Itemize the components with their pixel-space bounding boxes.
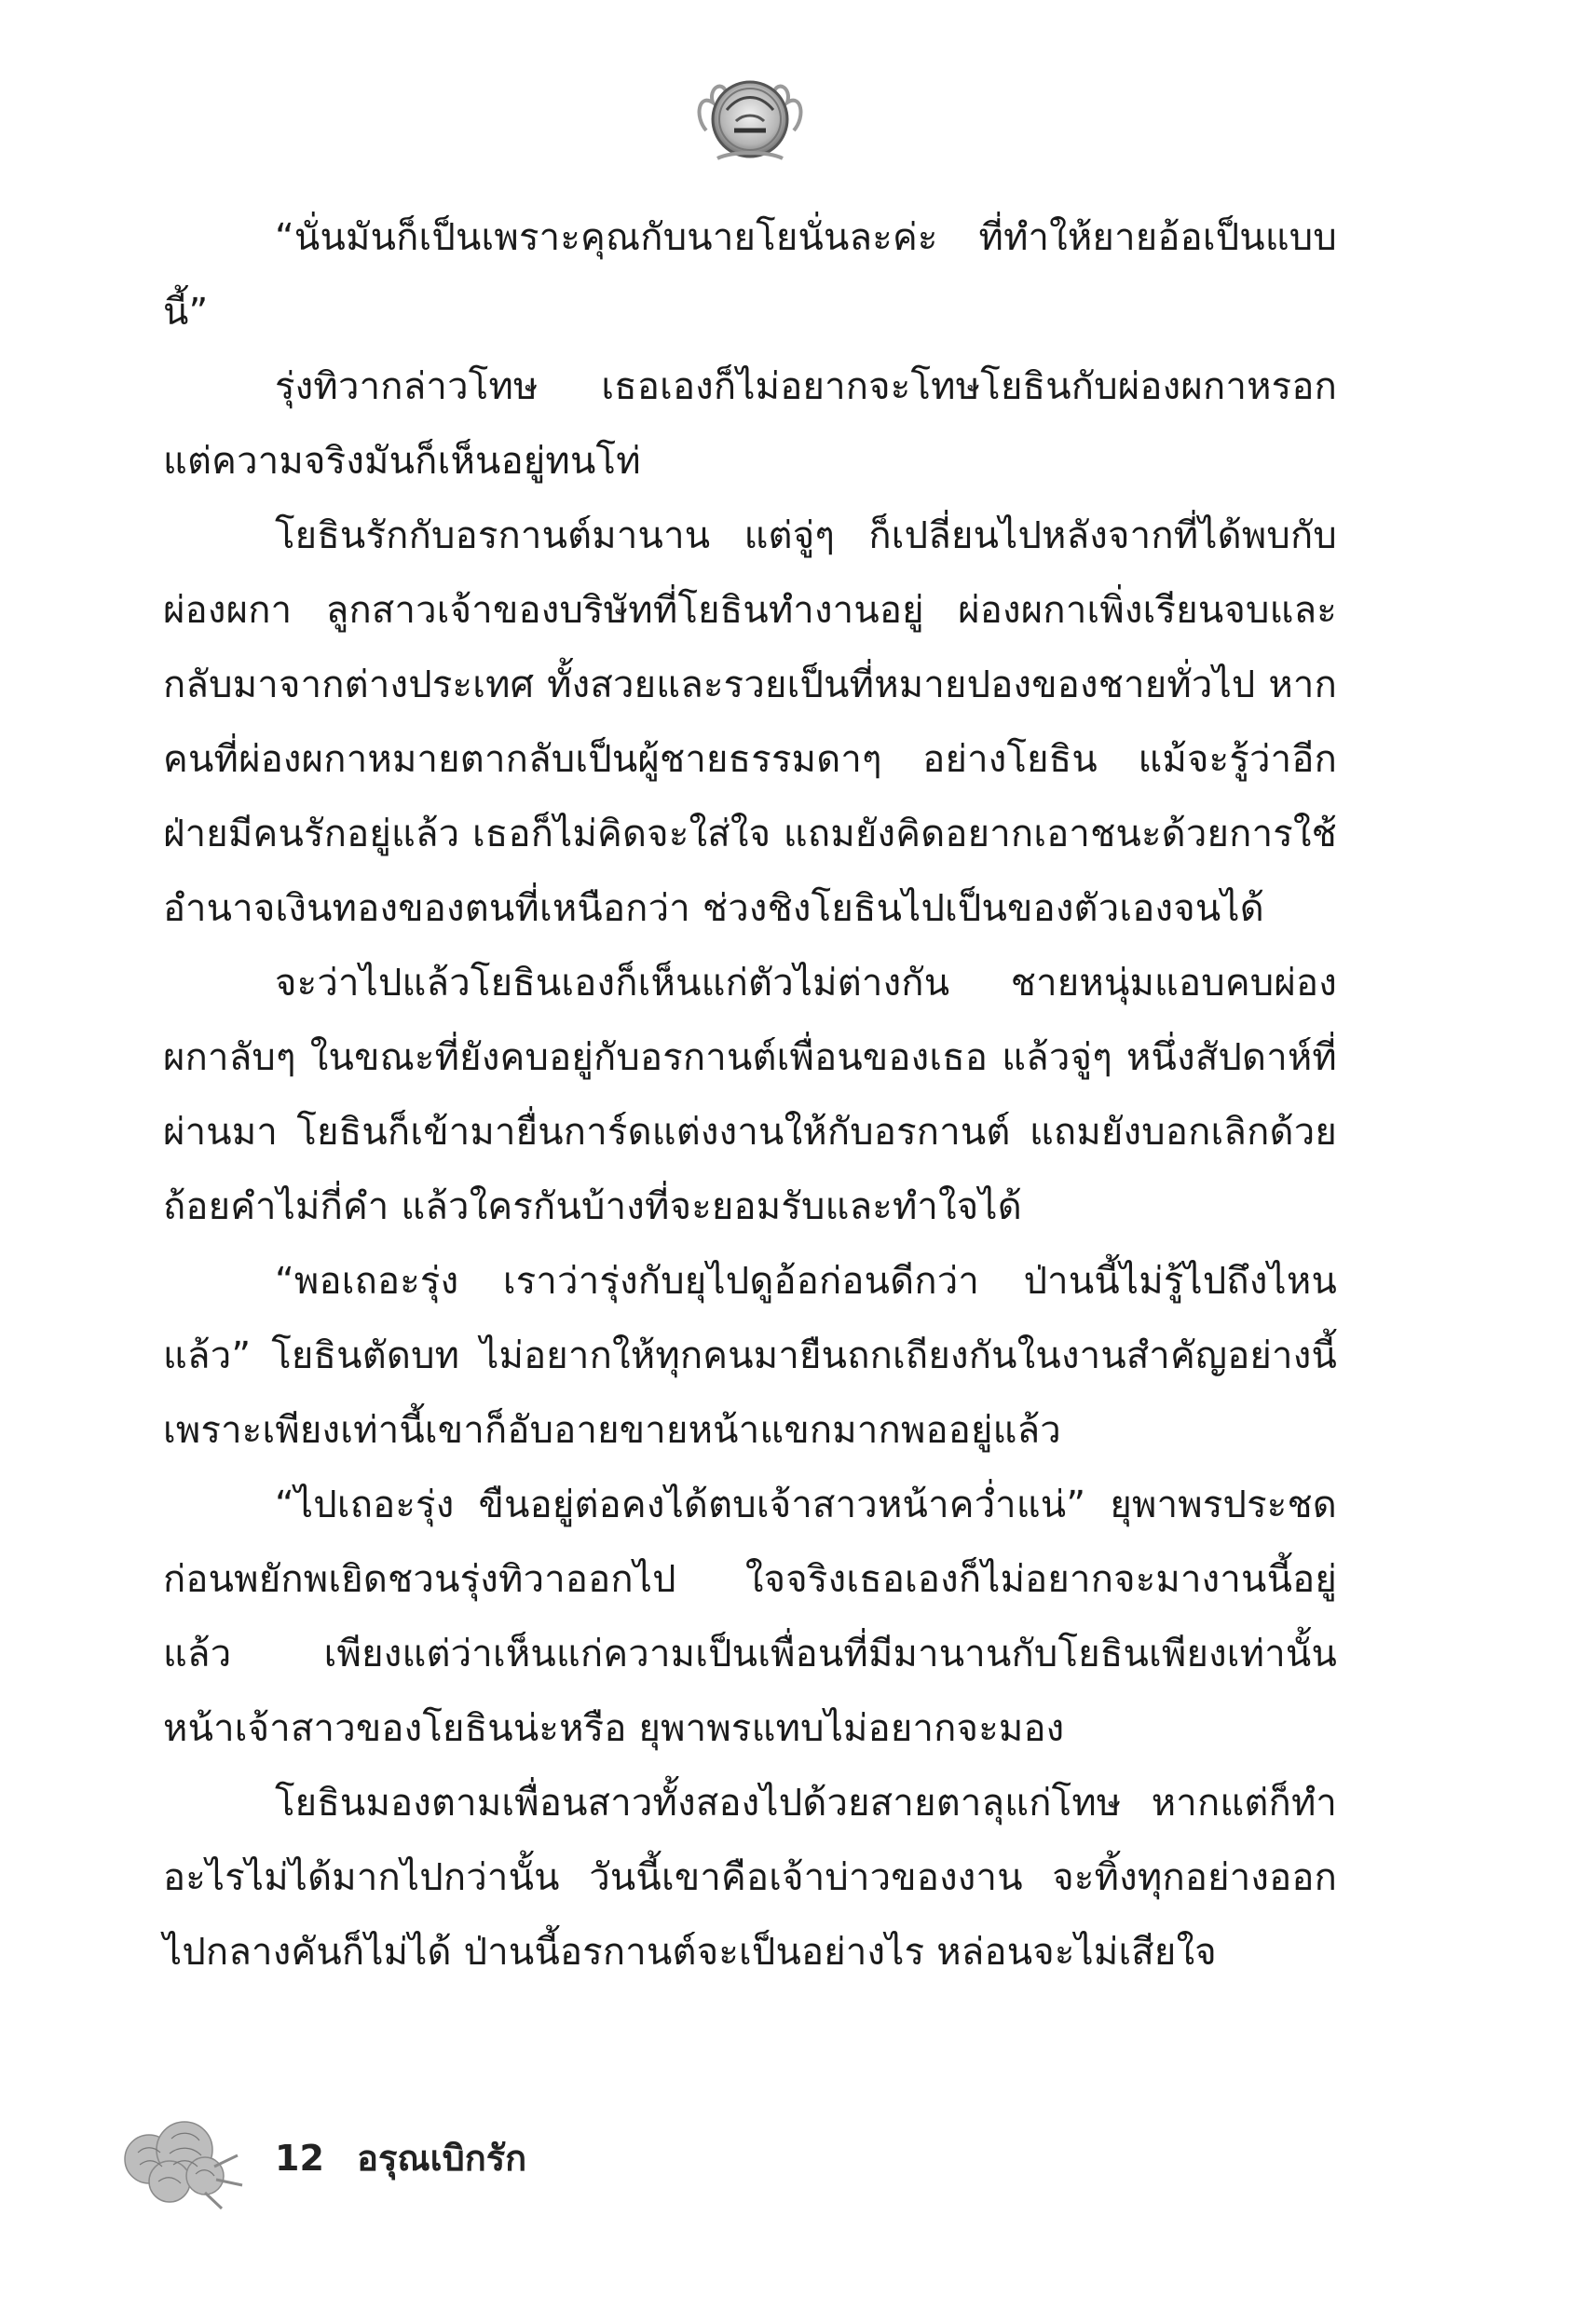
paragraph: รุ่งทิวากล่าวโทษ เธอเองก็ไม่อยากจะโทษโยธินกับผ่องผกาหรอก แต่ความจริงมันก็เห็นอยู่ทนโท่ bbox=[163, 365, 1337, 483]
page-footer bbox=[112, 2101, 671, 2213]
book-title: อรุณเบิกรัก bbox=[357, 2138, 527, 2179]
paragraph: “พอเถอะรุ่ง เราว่ารุ่งกับยุไปดูอ้อก่อนดีกว่า ป่านนี้ไม่รู้ไปถึงไหนแล้ว” โยธินตัดบท ไม่อยากให้ทุกคนมายืนถกเถียงกันในงานสำคัญอย่างนี้ เพราะเพียงเท่านี้เขาก็อับอายขายหน้าแขกมากพออยู่แล้ว bbox=[163, 1260, 1337, 1452]
paragraph: โยธินรักกับอรกานต์มานาน แต่จู่ๆ ก็เปลี่ยนไปหลังจากที่ได้พบกับผ่องผกา ลูกสาวเจ้าของบริษัทที่โยธินทำงานอยู่ ผ่องผกาเพิ่งเรียนจบและกลับมาจากต่างประเทศ ทั้งสวยและรวยเป็นที่หมายปองของชายทั่วไป หากคนที่ผ่องผกาหมายตากลับเป็นผู้ชายธรรมดาๆ อย่างโยธิน แม้จะรู้ว่าอีกฝ่ายมีคนรักอยู่แล้ว เธอก็ไม่คิดจะใส่ใจ แถมยังคิดอยากเอาชนะด้วยการใช้อำนาจเงินทองของตนที่เหนือกว่า ช่วงชิงโยธินไปเป็นของตัวเองจนได้ bbox=[163, 514, 1337, 930]
paragraph: โยธินมองตามเพื่อนสาวทั้งสองไปด้วยสายตาลุแก่โทษ หากแต่ก็ทำอะไรไม่ได้มากไปกว่านั้น วันนี้เขาคือเจ้าบ่าวของงาน จะทิ้งทุกอย่างออกไปกลางคันก็ไม่ได้ ป่านนี้อรกานต์จะเป็นอย่างไร หล่อนจะไม่เสียใจ bbox=[163, 1782, 1337, 1974]
folio bbox=[275, 2129, 526, 2186]
publisher-emblem-icon bbox=[689, 65, 811, 177]
flower-ornament-icon bbox=[112, 2101, 252, 2213]
page-number: 12 bbox=[275, 2138, 324, 2179]
body-text bbox=[163, 200, 1337, 1990]
paragraph: จะว่าไปแล้วโยธินเองก็เห็นแก่ตัวไม่ต่างกัน ชายหนุ่มแอบคบผ่องผกาลับๆ ในขณะที่ยังคบอยู่กับอรกานต์เพื่อนของเธอ แล้วจู่ๆ หนึ่งสัปดาห์ที่ผ่านมา โยธินก็เข้ามายื่นการ์ดแต่งงานให้กับอรกานต์ แถมยังบอกเลิกด้วยถ้อยคำไม่กี่คำ แล้วใครกันบ้างที่จะยอมรับและทำใจได้ bbox=[163, 962, 1337, 1228]
paragraph: “ไปเถอะรุ่ง ขืนอยู่ต่อคงได้ตบเจ้าสาวหน้าคว่ำแน่” ยุพาพรประชดก่อนพยักพเยิดชวนรุ่งทิวาออกไป ใจจริงเธอเองก็ไม่อยากจะมางานนี้อยู่แล้ว เพียงแต่ว่าเห็นแก่ความเป็นเพื่อนที่มีมานานกับโยธินเพียงเท่านั้น หน้าเจ้าสาวของโยธินน่ะหรือ ยุพาพรแทบไม่อยากจะมอง bbox=[163, 1484, 1337, 1750]
paragraph: “นั่นมันก็เป็นเพราะคุณกับนายโยนั่นละค่ะ ที่ทำให้ยายอ้อเป็นแบบนี้” bbox=[163, 216, 1337, 334]
